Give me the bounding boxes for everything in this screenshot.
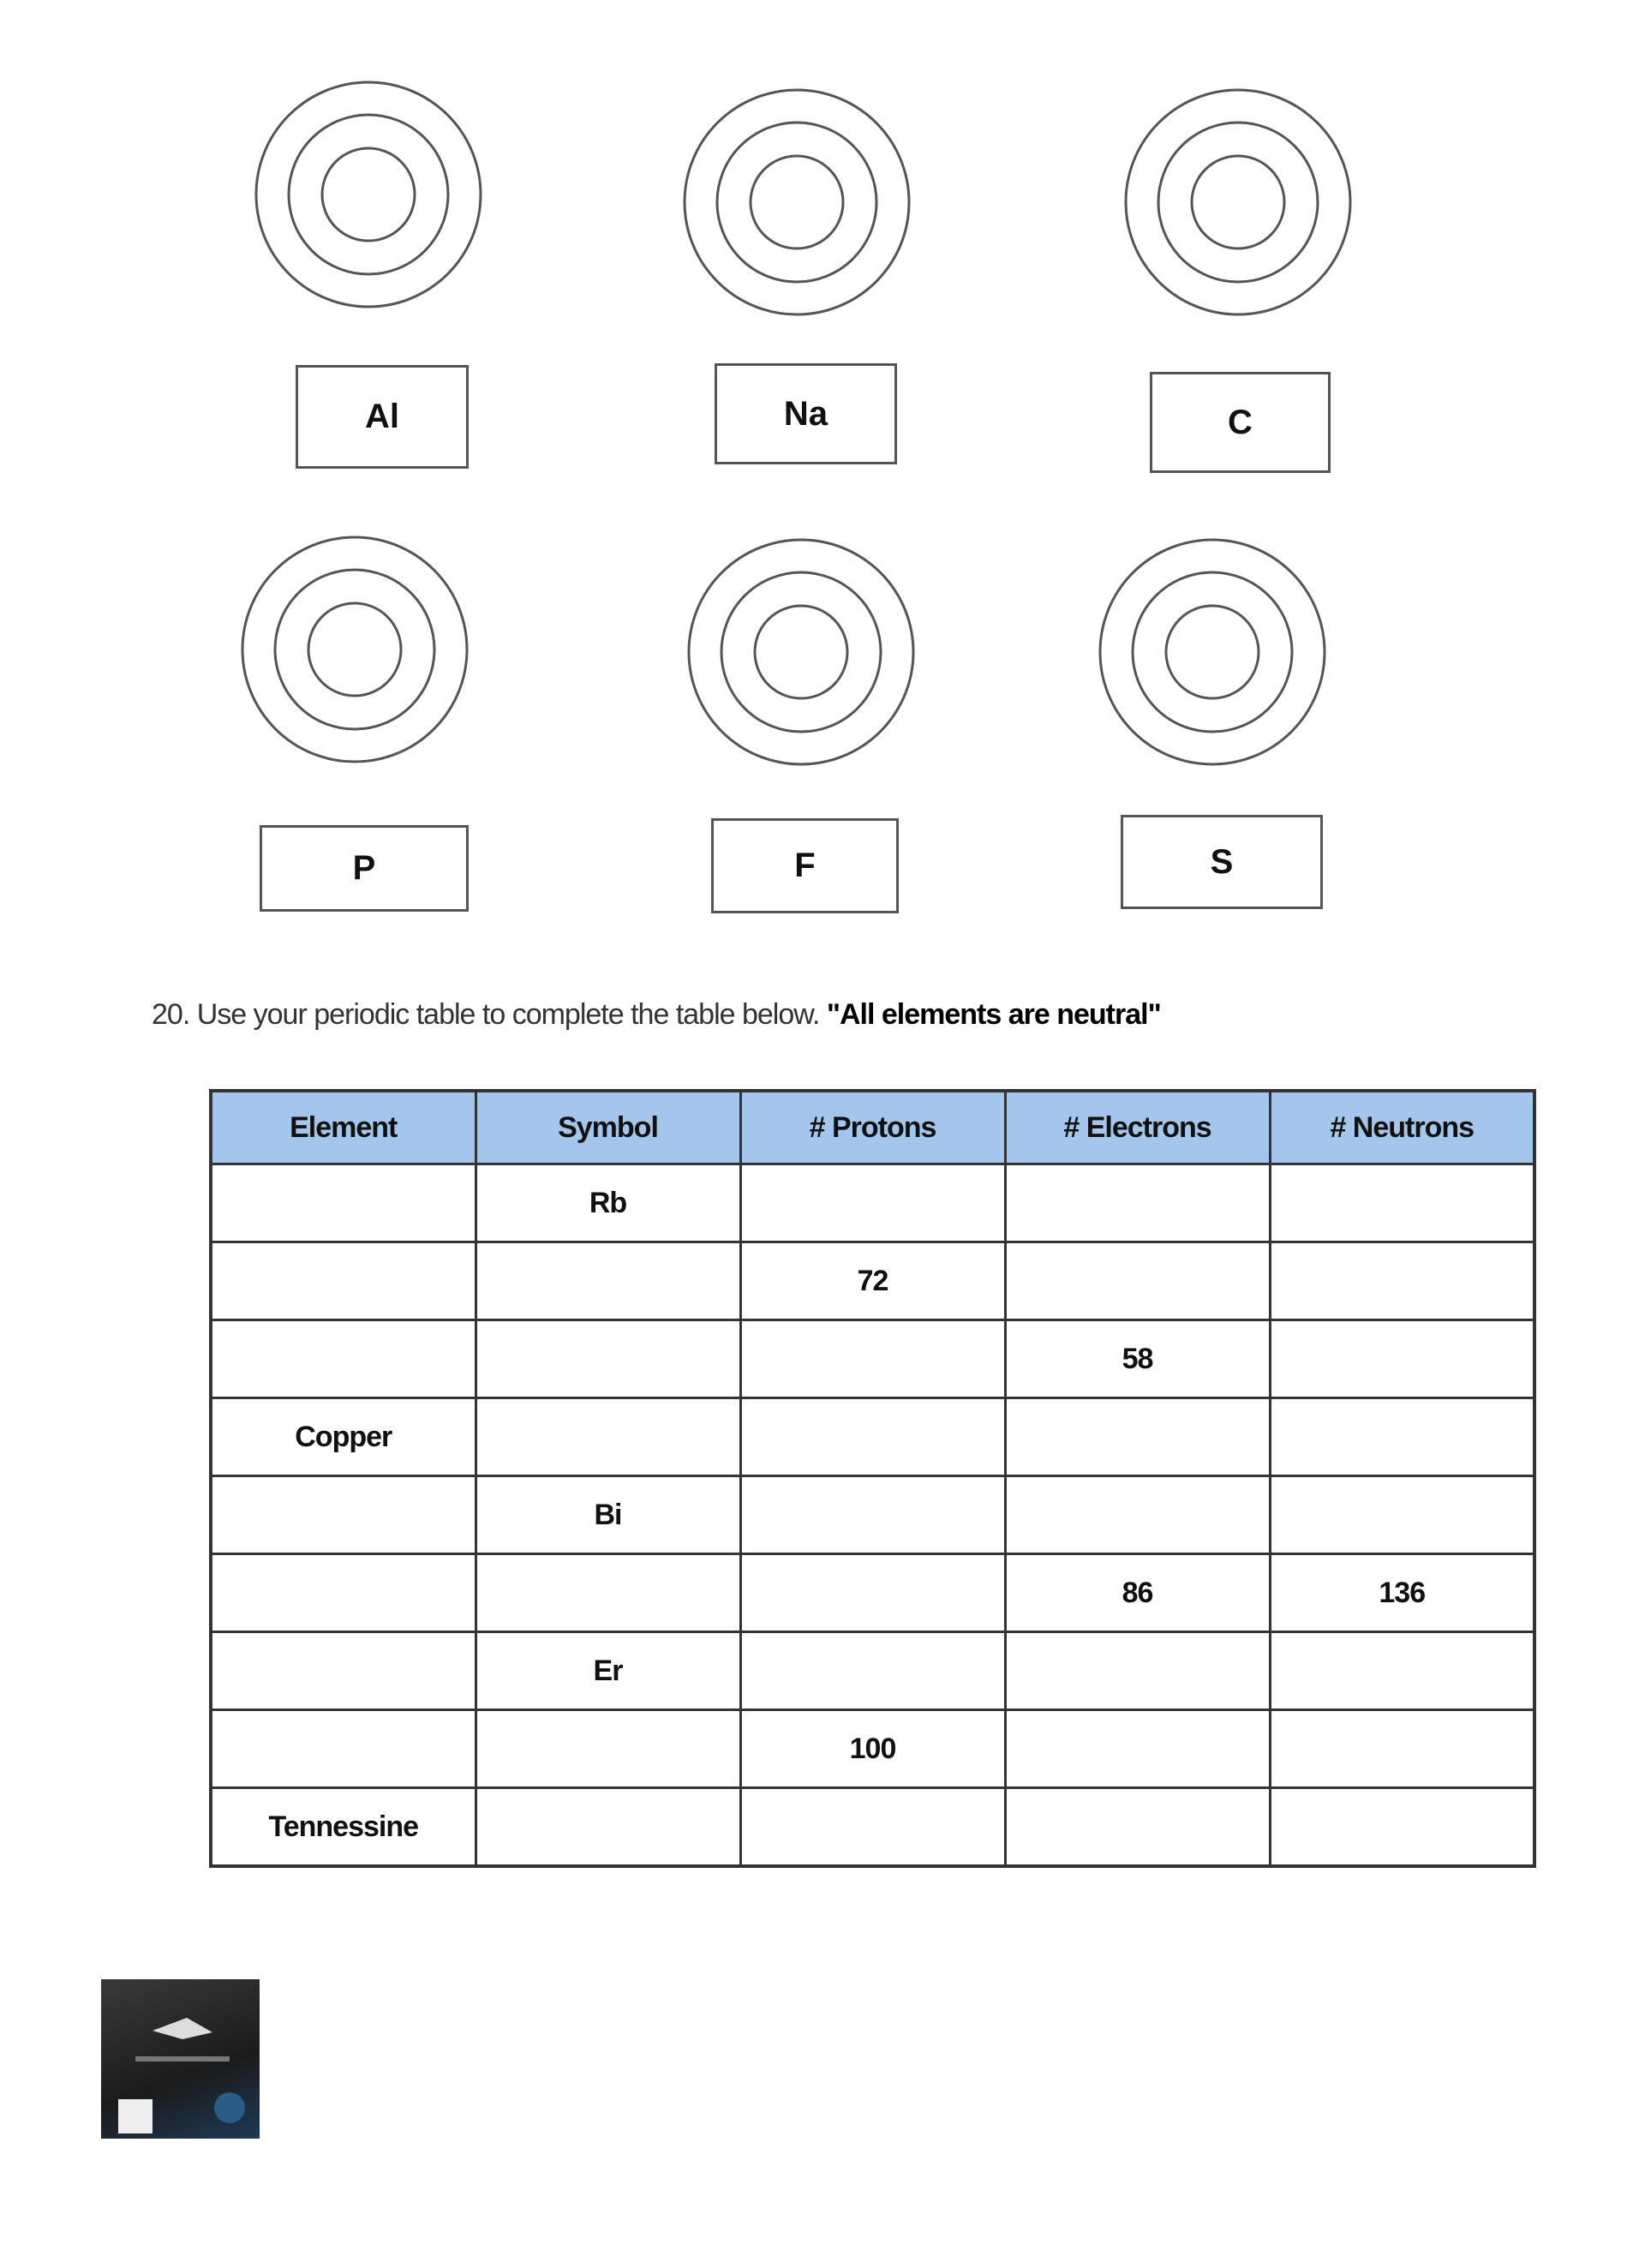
table-cell[interactable]	[1005, 1710, 1270, 1788]
element-label-box: C	[1150, 372, 1331, 473]
table-row	[211, 1320, 1534, 1398]
table-cell[interactable]	[211, 1632, 476, 1710]
bohr-diagram-na	[681, 87, 912, 322]
table-cell[interactable]	[1270, 1476, 1534, 1554]
table-cell[interactable]	[1270, 1788, 1534, 1867]
table-cell[interactable]	[1270, 1710, 1534, 1788]
table-cell[interactable]	[476, 1242, 740, 1320]
element-label-box: Al	[296, 365, 469, 469]
table-cell[interactable]	[740, 1554, 1005, 1632]
element-label-box: F	[711, 818, 899, 913]
column-header: Symbol	[476, 1091, 740, 1164]
table-cell[interactable]	[1005, 1788, 1270, 1867]
table-cell[interactable]	[476, 1320, 740, 1398]
table-cell[interactable]	[740, 1788, 1005, 1867]
table-cell[interactable]	[476, 1710, 740, 1788]
table-cell[interactable]	[476, 1554, 740, 1632]
table-row	[211, 1164, 1534, 1242]
bohr-diagram-al	[253, 79, 484, 314]
column-header: # Electrons	[1005, 1091, 1270, 1164]
element-table	[209, 1089, 1536, 1868]
element-label-box: P	[260, 825, 469, 912]
table-cell[interactable]	[1270, 1398, 1534, 1476]
table-cell[interactable]: 100	[740, 1710, 1005, 1788]
table-cell[interactable]	[740, 1398, 1005, 1476]
table-row	[211, 1554, 1534, 1632]
table-cell[interactable]	[740, 1476, 1005, 1554]
table-row	[211, 1632, 1534, 1710]
table-cell[interactable]: 58	[1005, 1320, 1270, 1398]
table-row	[211, 1242, 1534, 1320]
element-label-box: Na	[715, 363, 897, 464]
table-cell[interactable]: Copper	[211, 1398, 476, 1476]
table-row	[211, 1476, 1534, 1554]
table-cell[interactable]	[1270, 1632, 1534, 1710]
table-cell[interactable]: Er	[476, 1632, 740, 1710]
table-cell[interactable]: 72	[740, 1242, 1005, 1320]
table-cell[interactable]	[1005, 1242, 1270, 1320]
table-cell[interactable]	[740, 1320, 1005, 1398]
table-cell[interactable]	[211, 1710, 476, 1788]
table-cell[interactable]	[476, 1398, 740, 1476]
table-cell[interactable]	[476, 1788, 740, 1867]
question-text: Use your periodic table to complete the table below.	[196, 998, 820, 1031]
table-cell[interactable]: 136	[1270, 1554, 1534, 1632]
table-row	[211, 1398, 1534, 1476]
bohr-diagram-s	[1097, 536, 1328, 772]
table-cell[interactable]	[1005, 1476, 1270, 1554]
column-header: Element	[211, 1091, 476, 1164]
table-cell[interactable]	[1005, 1164, 1270, 1242]
table-cell[interactable]	[740, 1632, 1005, 1710]
table-cell[interactable]: Rb	[476, 1164, 740, 1242]
table-cell[interactable]: Tennessine	[211, 1788, 476, 1867]
table-cell[interactable]	[211, 1476, 476, 1554]
bohr-diagram-p	[239, 534, 470, 769]
table-cell[interactable]	[211, 1320, 476, 1398]
table-cell[interactable]	[1005, 1398, 1270, 1476]
question-number: 20.	[152, 998, 190, 1031]
bohr-diagram-c	[1122, 87, 1354, 322]
table-cell[interactable]	[211, 1242, 476, 1320]
table-cell[interactable]: Bi	[476, 1476, 740, 1554]
table-cell[interactable]: 86	[1005, 1554, 1270, 1632]
table-row	[211, 1788, 1534, 1867]
question-20	[152, 998, 1161, 1032]
table-cell[interactable]	[1270, 1320, 1534, 1398]
table-row	[211, 1710, 1534, 1788]
table-cell[interactable]	[740, 1164, 1005, 1242]
column-header: # Neutrons	[1270, 1091, 1534, 1164]
column-header: # Protons	[740, 1091, 1005, 1164]
table-cell[interactable]	[211, 1164, 476, 1242]
logo-image	[101, 1979, 260, 2139]
table-cell[interactable]	[1270, 1242, 1534, 1320]
logo-graphic	[101, 1979, 260, 2139]
question-emphasis: "All elements are neutral"	[826, 998, 1161, 1031]
table-cell[interactable]	[1005, 1632, 1270, 1710]
bohr-diagram-f	[685, 536, 917, 772]
table-cell[interactable]	[1270, 1164, 1534, 1242]
element-label-box: S	[1121, 815, 1323, 909]
table-cell[interactable]	[211, 1554, 476, 1632]
